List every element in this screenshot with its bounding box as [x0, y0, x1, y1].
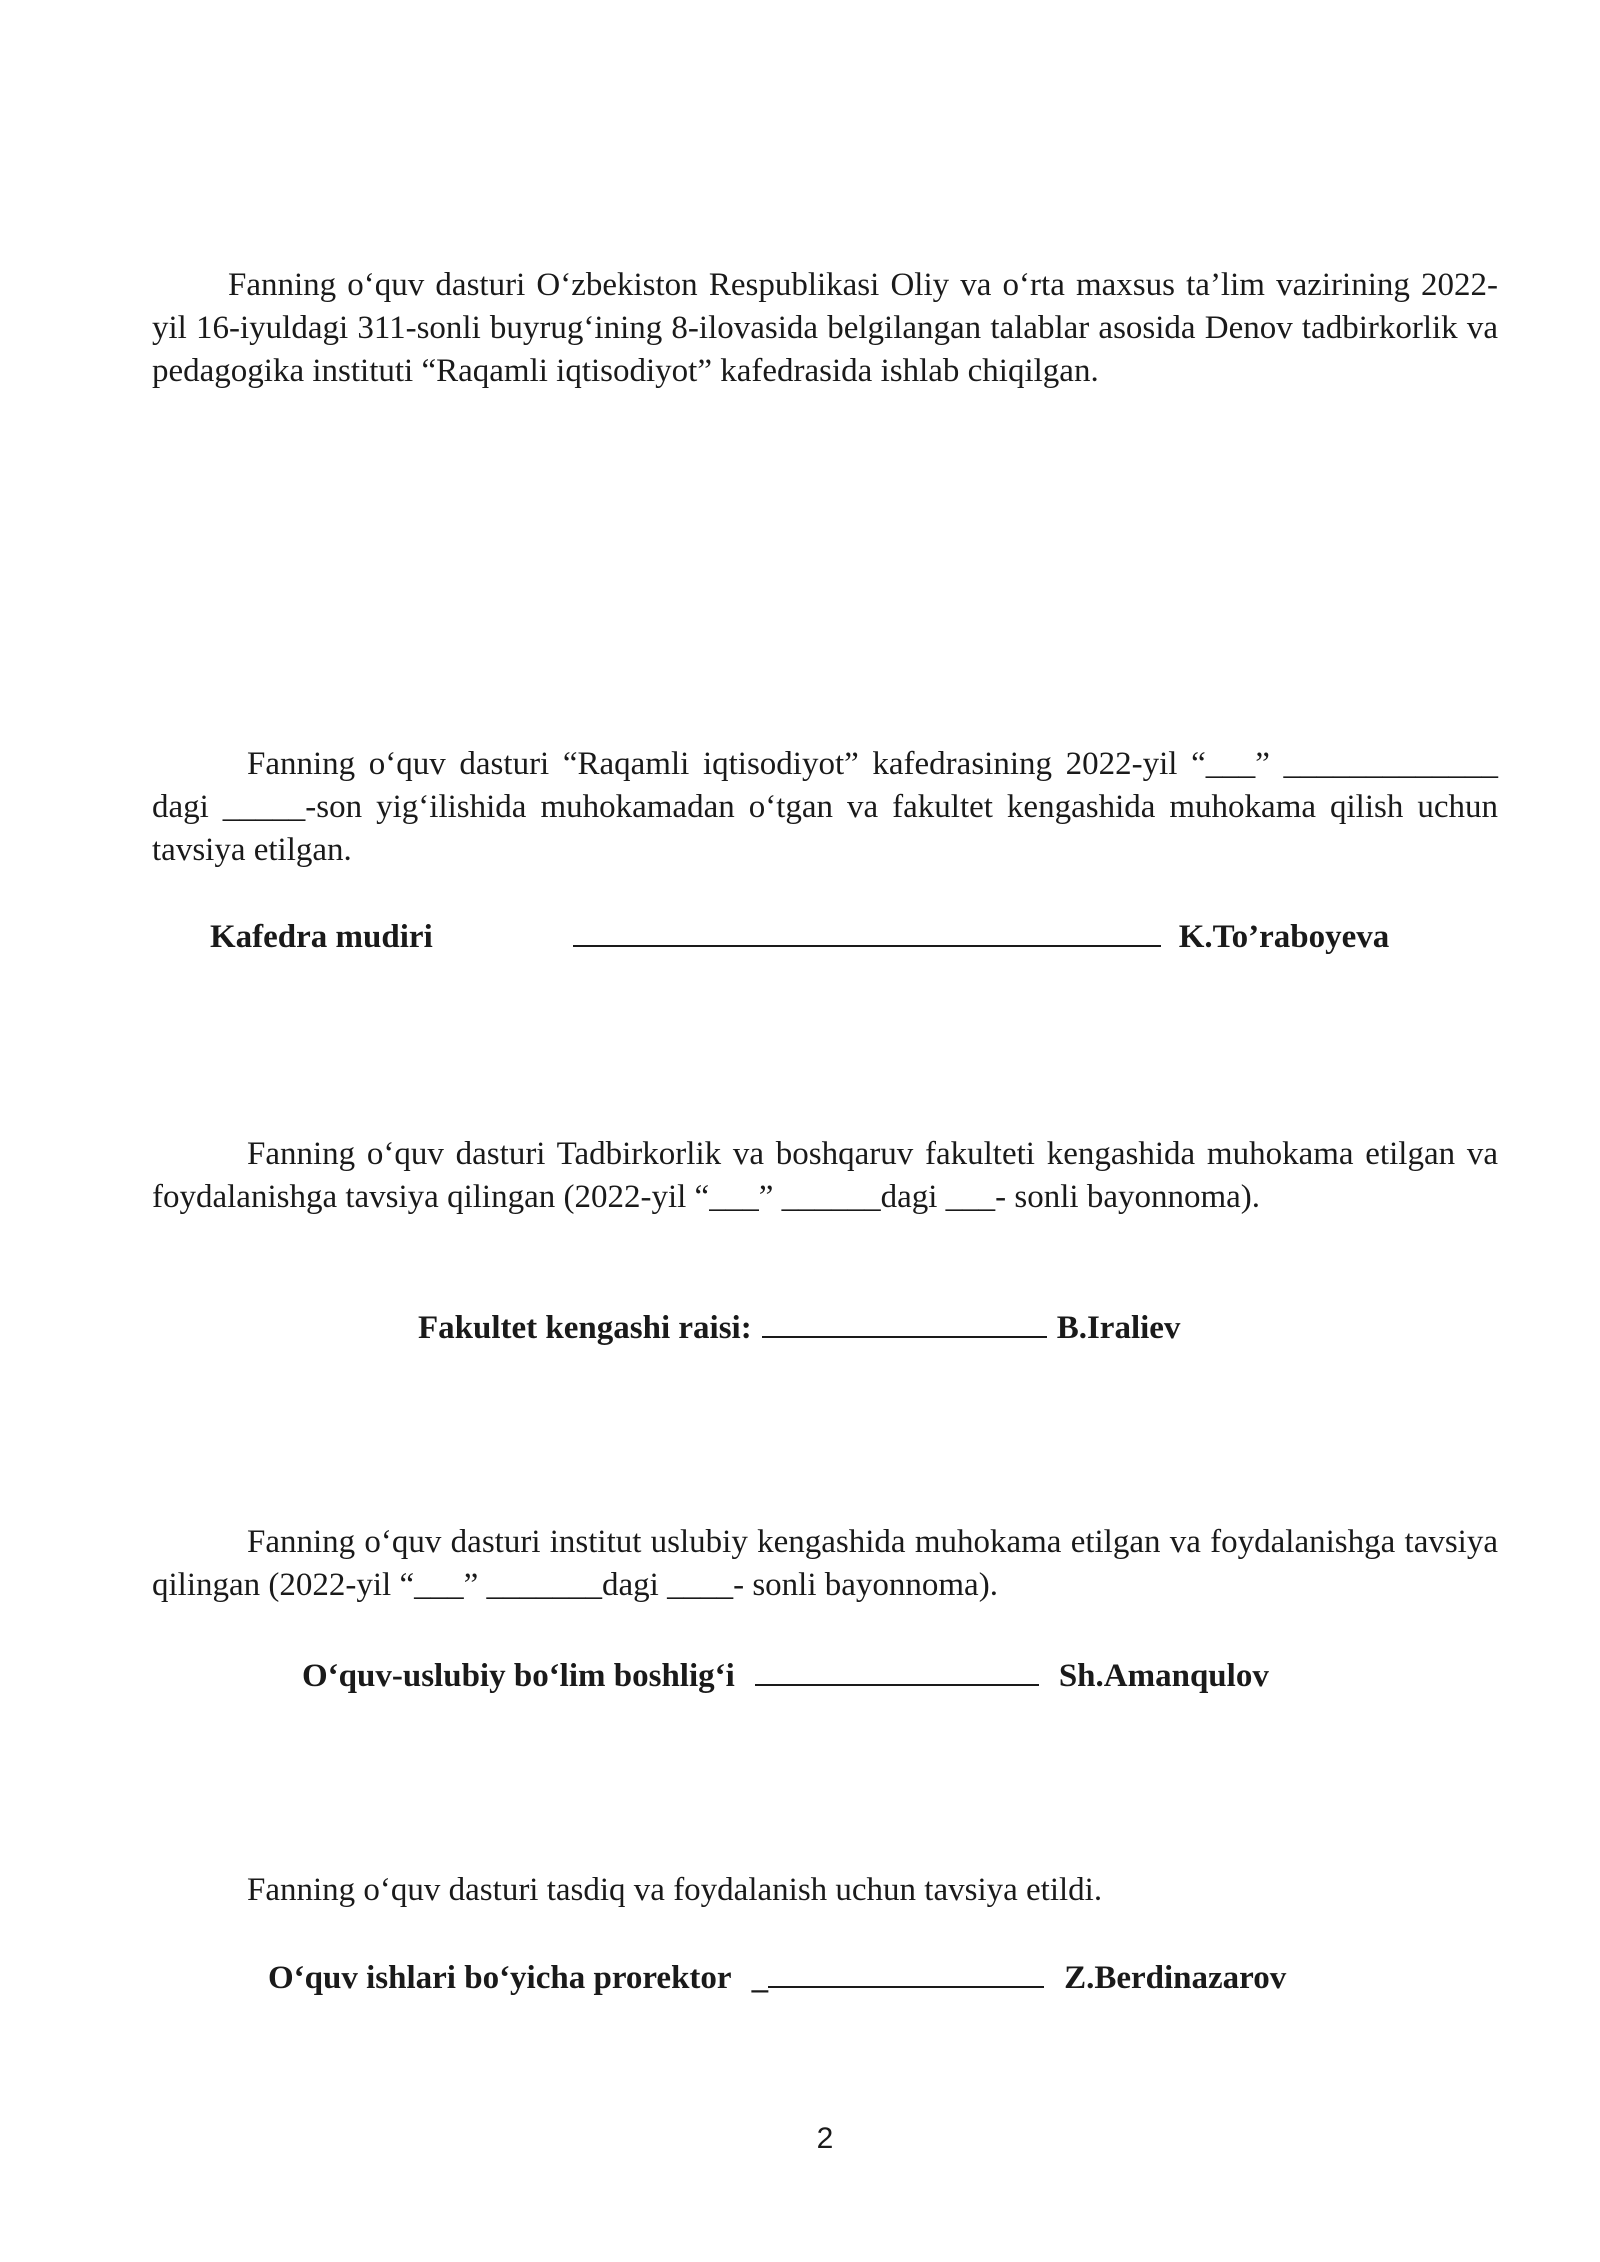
fakultet-approval-paragraph: Fanning o‘quv dasturi Tadbirkorlik va boshqaruv fakulteti kengashida muhokama etilgan va foydalanishga tavsiya qilingan (2022-yil “___” ______dagi ___- sonli bayonnoma). — [152, 1136, 1498, 1215]
page-number: 2 — [816, 2122, 834, 2155]
fakultet-raisi-name: B.Iraliev — [1056, 1310, 1181, 1346]
signature-blank — [762, 1306, 1047, 1338]
prorektor-signature-line — [268, 1956, 1286, 2000]
tasdiq-paragraph: Fanning o‘quv dasturi tasdiq va foydalanish uchun tavsiya etildi. — [247, 1872, 1103, 1908]
kafedra-signature-line — [210, 915, 1389, 959]
prorektor-title: O‘quv ishlari bo‘yicha prorektor — [268, 1960, 732, 1996]
prorektor-name: Z.Berdinazarov — [1064, 1960, 1287, 1996]
kafedra-mudiri-name: K.To’raboyeva — [1178, 919, 1390, 955]
kafedra-approval-paragraph: Fanning o‘quv dasturi “Raqamli iqtisodiyot” kafedrasining 2022-yil “___” _____________ dagi _____-son yig‘ilishida muhokamadan o‘tgan va fakultet kengashida muhokama qilish uchun tavsiya etilgan. — [152, 746, 1498, 868]
intro-paragraph: Fanning o‘quv dasturi O‘zbekiston Respublikasi Oliy va o‘rta maxsus ta’lim vazirining 2022-yil 16-iyuldagi 311-sonli buyrug‘ining 8-ilovasida belgilangan talablar asosida Denov tadbirkorlik va pedagogika instituti “Raqamli iqtisodiyot” kafedrasida ishlab chiqilgan. — [152, 267, 1498, 389]
prorektor-prefix: _ — [751, 1960, 769, 1996]
fakultet-signature-line — [418, 1306, 1180, 1350]
uslubiy-signature-line — [302, 1654, 1269, 1698]
signature-blank — [573, 915, 1161, 947]
uslubiy-boshligi-name: Sh.Amanqulov — [1058, 1658, 1269, 1694]
fakultet-raisi-title: Fakultet kengashi raisi: — [418, 1310, 752, 1346]
uslubiy-approval-paragraph: Fanning o‘quv dasturi institut uslubiy kengashida muhokama etilgan va foydalanishga tavsiya qilingan (2022-yil “___” _______dagi ____- sonli bayonnoma). — [152, 1524, 1498, 1603]
signature-blank — [768, 1956, 1044, 1988]
uslubiy-boshligi-title: O‘quv-uslubiy bo‘lim boshlig‘i — [302, 1658, 735, 1694]
kafedra-mudiri-title: Kafedra mudiri — [210, 919, 433, 955]
signature-blank — [755, 1654, 1039, 1686]
